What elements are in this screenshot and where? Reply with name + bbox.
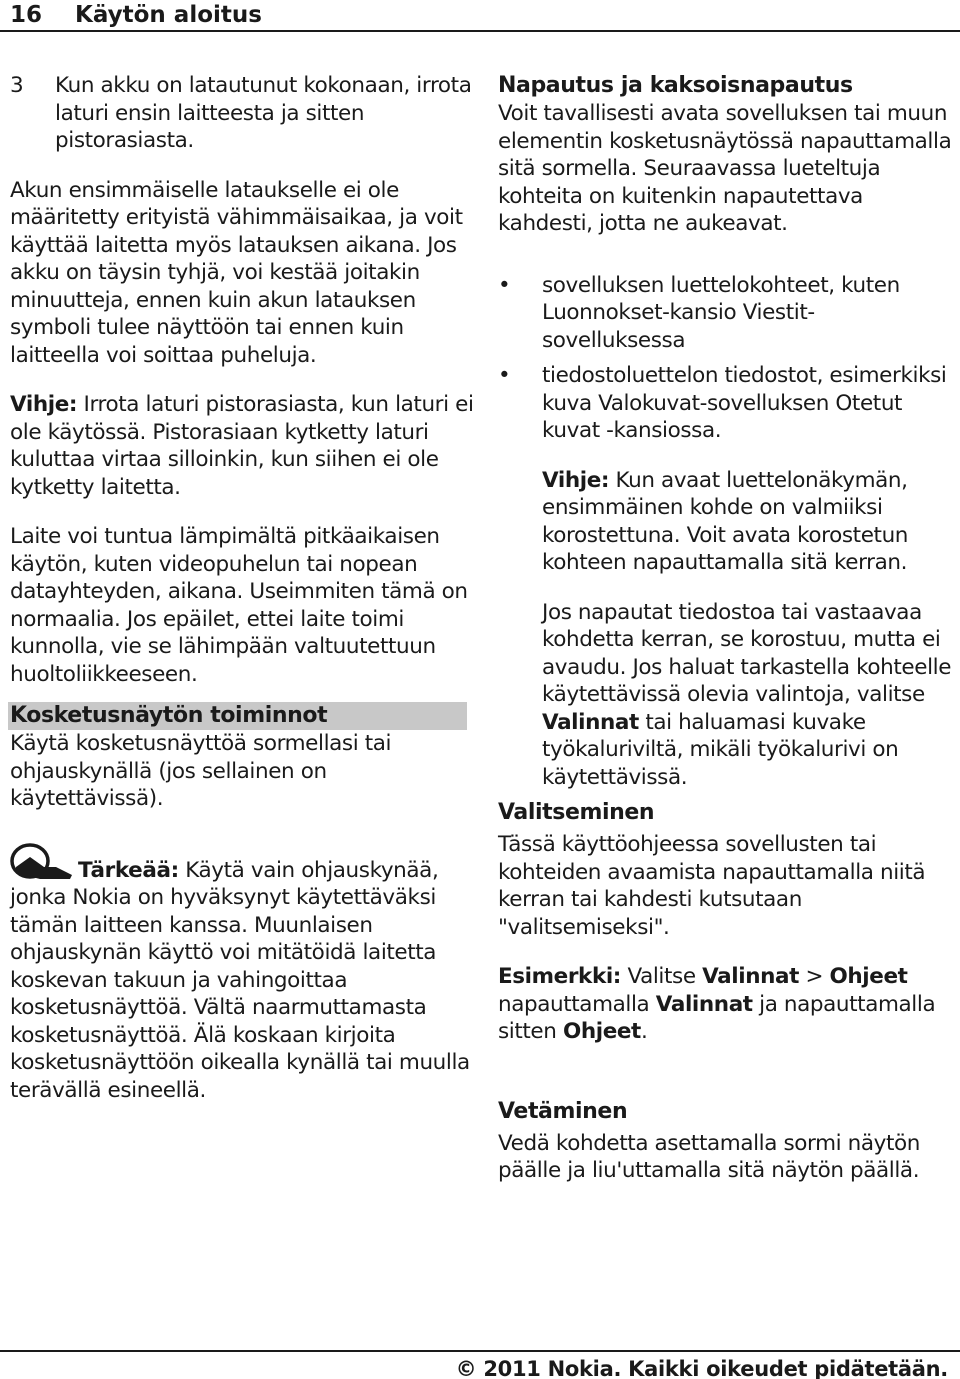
tip-text: Irrota laturi pistorasiasta, kun laturi ei ole käytössä. Pistorasiaan kytketty laturi kuluttaa virtaa silloinkin, kun siihen ei ole kytketty laitetta. [10,392,474,500]
tap-heading: Napautus ja kaksoisnapautus [498,73,853,98]
important-note [10,843,475,1105]
example-paragraph: Esimerkki: Valitse Valinnat > Ohjeet napauttamalla Valinnat ja napauttamalla sitten Ohjeet. [498,964,936,1044]
select-heading: Valitseminen [498,800,655,825]
page-number: 16 [10,2,43,28]
tap-paragraph: Voit tavallisesti avata sovelluksen tai muun elementin kosketusnäytössä napauttamalla sitä sormella. Seuraavassa lueteltuja kohteita on kuitenkin napautettava kahdesti, jotta ne aukeavat. [498,101,952,236]
tip-label: Vihje: [542,467,610,493]
left-column [10,72,475,1104]
section-heading: Kosketusnäytön toiminnot [8,702,467,730]
right-column [498,72,953,1185]
tip-text: Kun avaat luettelonäkymän, ensimmäinen kohde on valmiiksi korostettuna. Voit avata korostetun kohteen napauttamalla sitä kerran. [542,467,909,575]
note-icon [10,843,76,883]
tip-label: Vihje: [10,392,78,417]
chapter-title: Käytön aloitus [75,2,262,28]
list-item-text: tiedostoluettelon tiedostot, esimerkiksi kuva Valokuvat-sovelluksen Otetut kuvat -kansiossa. [542,363,947,443]
bullet-icon: • [498,272,511,298]
list-item-text: sovelluksen luettelokohteet, kuten Luonnokset-kansio Viestit-sovelluksessa [542,272,900,353]
step-3 [10,72,475,155]
charging-paragraph: Akun ensimmäiselle lataukselle ei ole määritetty erityistä vähimmäisaikaa, ja voit käyttää laitetta myös latauksen aikana. Jos akku on täysin tyhjä, voi kestää joitakin minuutteja, ennen kuin akun latauksen symboli tulee näyttöön tai ennen kuin laitteella voi soittaa puheluja. [10,177,463,368]
important-text: Käytä vain ohjauskynää, jonka Nokia on hyväksynyt käytettäväksi tämän laitteen kanssa. Muunlaisen ohjauskynän käyttö voi mitätöidä laitetta koskevan takuun ja vahingoittaa kosketusnäyttöä. Vältä naarmuttamasta kosketusnäyttöä. Älä koskaan kirjoita kosketusnäyttöön oikealla kynällä tai muulla terävällä esineellä. [10,857,470,1103]
list-item [498,272,953,355]
section-intro: Käytä kosketusnäyttöä sormellasi tai ohjauskynällä (jos sellainen on käytettävissä). [10,731,392,811]
select-paragraph: Tässä käyttöohjeessa sovellusten tai kohteiden avaamista napauttamalla niitä kerran tai kahdesti kutsutaan "valitsemiseksi". [498,832,926,940]
bullet-list [498,272,953,445]
page-footer [0,1350,960,1379]
copyright: © 2011 Nokia. Kaikki oikeudet pidätetään. [455,1357,948,1379]
warmth-paragraph: Laite voi tuntua lämpimältä pitkäaikaisen käytön, kuten videopuhelun tai nopean datayhteyden, aikana. Useimmiten tämä on normaalia. Jos epäilet, ettei laite toimi kunnolla, vie se lähimpään valtuutettuun huoltoliikkeeseen. [10,524,468,687]
drag-paragraph: Vedä kohdetta asettamalla sormi näytön päälle ja liu'uttamalla sitä näytön päällä. [498,1130,920,1183]
step-text: Kun akku on latautunut kokonaan, irrota laturi ensin laitteesta ja sitten pistorasiasta. [55,73,472,153]
page-header [0,0,960,32]
step-number: 3 [10,73,24,98]
tip-list-view [498,467,953,577]
drag-heading: Vetäminen [498,1098,628,1124]
single-tap-paragraph: Jos napautat tiedostoa tai vastaavaa kohdetta kerran, se korostuu, mutta ei avaudu. Jos haluat tarkastella kohteelle käytettävissä olevia valintoja, valitse Valinnat tai haluamasi kuvake työkaluriviltä, mikäli työkalurivi on käytettävissä. [542,599,952,790]
list-item [498,362,953,445]
tip-charger [10,391,475,501]
example-label: Esimerkki: [498,964,622,989]
important-label: Tärkeää: [78,857,179,883]
bullet-icon: • [498,363,511,388]
options-term: Valinnat [542,709,639,735]
